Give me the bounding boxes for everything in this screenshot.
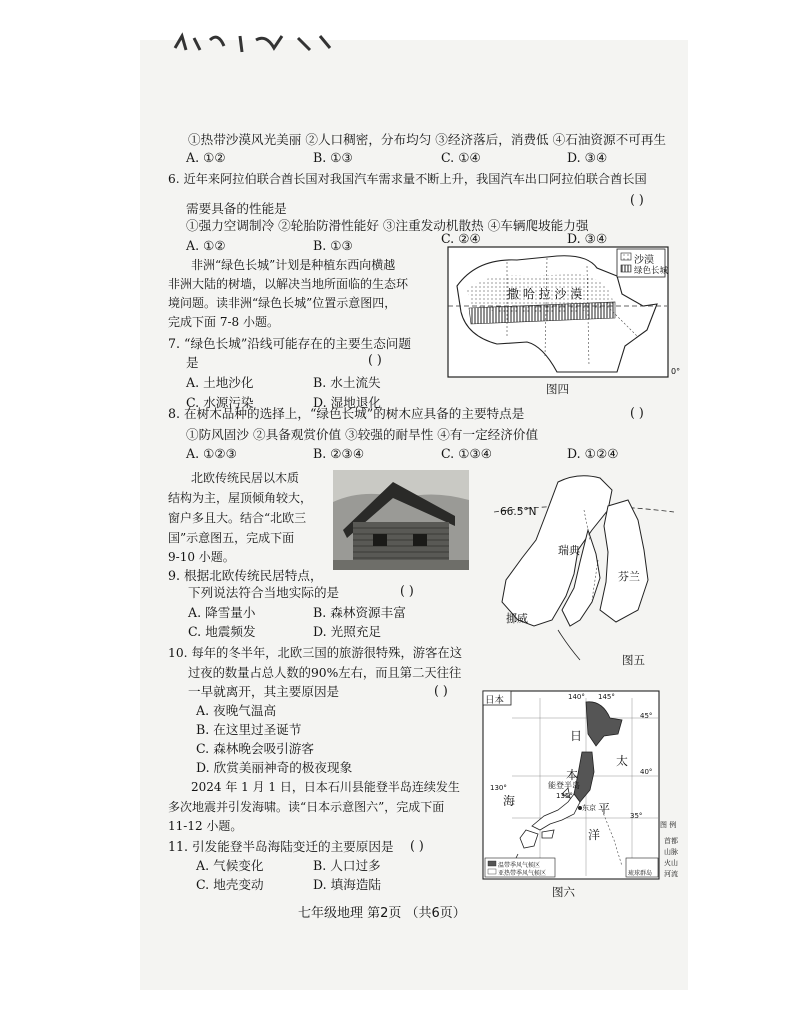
intro-7-8-line2: 非洲大陆的树墙，以解决当地所面临的生态环 <box>168 277 409 291</box>
fig6-legend-monsoon-temperate: 温带季风气候区 <box>498 862 541 869</box>
q9-option-a[interactable]: A. 降雪量小 <box>188 605 256 620</box>
intro-9-10-line2: 结构为主，屋顶倾角较大， <box>168 491 313 505</box>
q6-option-a[interactable]: A. ①② <box>186 238 226 253</box>
fig6-legend-monsoon-subtropical: 亚热带季风气候区 <box>498 870 547 877</box>
q6-stem-line1: 6. 近年来阿拉伯联合酋长国对我国汽车需求量不断上升，我国汽车出口阿拉伯联合酋长国 <box>168 172 647 186</box>
fig4-legend-green-wall: 绿色长城 <box>634 266 669 276</box>
q8-stem: 8. 在树木品种的选择上，“绿色长城”的树木应具备的主要特点是 <box>168 406 525 421</box>
q11-stem: 11. 引发能登半岛海陆变迁的主要原因是 <box>168 839 394 854</box>
q6-statements: ①强力空调制冷 ②轮胎防滑性能好 ③注重发动机散热 ④车辆爬坡能力强 <box>186 218 589 233</box>
q6-stem-line2: 需要具备的性能是 <box>186 201 287 216</box>
q6-option-c[interactable]: C. ②④ <box>441 231 481 246</box>
q9-option-c[interactable]: C. 地震频发 <box>188 624 256 639</box>
intro-9-10-line1: 北欧传统民居以木质 <box>191 471 300 485</box>
page-footer: 七年级地理 第2页 （共6页） <box>298 906 466 921</box>
q7-option-a[interactable]: A. 土地沙化 <box>186 375 254 390</box>
q5-option-b[interactable]: B. ①③ <box>313 150 353 165</box>
q11-option-d[interactable]: D. 填海造陆 <box>313 877 382 892</box>
figure-4-caption: 图四 <box>546 382 569 396</box>
q10-option-c[interactable]: C. 森林晚会吸引游客 <box>196 741 314 756</box>
q9-stem-line2: 下列说法符合当地实际的是 <box>188 585 340 600</box>
q10-stem-line1: 10. 每年的冬半年，北欧三国的旅游很特殊，游客在这 <box>168 646 462 660</box>
fig6-lat-35: 35° <box>630 812 643 820</box>
fig6-label-tai: 太 <box>616 754 629 768</box>
fig6-inset-ryukyu: 琉球群岛 <box>628 870 653 877</box>
fig6-lon-130: 130° <box>490 784 507 792</box>
q7-option-c[interactable]: C. 水源污染 <box>186 395 254 410</box>
fig6-lat-40: 40° <box>640 768 653 776</box>
fig6-legend-river: 河流 <box>664 870 678 878</box>
q6-option-b[interactable]: B. ①③ <box>313 238 353 253</box>
fig6-legend-capital: 首都 <box>664 837 678 845</box>
fig6-label-ping: 平 <box>598 802 611 816</box>
q9-stem-line1: 9. 根据北欧传统民居特点， <box>168 568 323 583</box>
intro-9-10-line4: 国”示意图五，完成下面 <box>168 531 295 545</box>
fig4-sahara-label: 撒 哈 拉 沙 漠 <box>507 287 583 301</box>
fig4-equator-label: 0° <box>671 367 681 376</box>
q7-option-b[interactable]: B. 水土流失 <box>313 375 381 390</box>
fig5-finland-label: 芬兰 <box>618 570 640 583</box>
fig4-legend-desert: 沙漠 <box>634 255 654 266</box>
fig6-tokyo-label: 东京 <box>582 804 596 812</box>
fig6-lat-45: 45° <box>640 712 653 720</box>
fig6-noto-peninsula-label: 能登半岛 <box>548 781 580 790</box>
q5-option-c[interactable]: C. ①④ <box>441 150 481 165</box>
fig6-label-hai: 海 <box>503 794 516 808</box>
q9-option-b[interactable]: B. 森林资源丰富 <box>313 605 406 620</box>
q8-option-c[interactable]: C. ①③④ <box>441 446 493 461</box>
fig6-lon-135: 135° <box>556 792 573 800</box>
fig6-label-ri: 日 <box>570 729 583 743</box>
intro-7-8-line3: 境问题。读非洲“绿色长城”位置示意图四， <box>168 296 397 310</box>
fig6-lon-145: 145° <box>598 693 615 701</box>
fig6-lon-140: 140° <box>568 693 585 701</box>
intro-11-12-line1: 2024 年 1 月 1 日，日本石川县能登半岛连续发生 <box>191 780 460 794</box>
fig6-title: 日本 <box>485 695 505 706</box>
intro-7-8-line1: 非洲“绿色长城”计划是种植东西向横越 <box>191 258 396 272</box>
q9-option-d[interactable]: D. 光照充足 <box>313 624 382 639</box>
intro-9-10-line5: 9-10 小题。 <box>168 550 235 564</box>
q7-option-d[interactable]: D. 湿地退化 <box>313 395 382 410</box>
q10-stem-line2: 过夜的数量占总人数的90%左右，而且第二天往往 <box>188 666 462 680</box>
top-scribble-mark <box>170 30 340 54</box>
nordic-house-photo <box>333 470 469 570</box>
q5-option-a[interactable]: A. ①② <box>186 150 226 165</box>
q8-statements: ①防风固沙 ②具备观赏价值 ③较强的耐旱性 ④有一定经济价值 <box>186 427 539 442</box>
q11-option-b[interactable]: B. 人口过多 <box>313 858 381 873</box>
q10-option-a[interactable]: A. 夜晚气温高 <box>196 703 277 718</box>
q10-option-b[interactable]: B. 在这里过圣诞节 <box>196 722 302 737</box>
fig5-sweden-label: 瑞典 <box>558 544 580 557</box>
q8-option-a[interactable]: A. ①②③ <box>186 446 237 461</box>
fig6-legend-title: 图 例 <box>660 821 677 829</box>
intro-11-12-line2: 多次地震并引发海啸。读“日本示意图六”，完成下面 <box>168 800 445 814</box>
q8-answer-paren[interactable]: ( ) <box>630 405 644 420</box>
fig6-legend-mountain: 山脉 <box>664 848 678 856</box>
intro-7-8-line4: 完成下面 7-8 小题。 <box>168 315 279 329</box>
q9-answer-paren[interactable]: ( ) <box>400 583 414 598</box>
fig5-norway-label: 挪威 <box>506 612 528 625</box>
q7-stem-line1: 7. “绿色长城”沿线可能存在的主要生态问题 <box>168 336 411 351</box>
figure-5-nordic-map <box>488 470 678 670</box>
fig6-label-yang: 洋 <box>588 828 601 842</box>
q10-option-d[interactable]: D. 欣赏美丽神奇的极夜现象 <box>196 760 353 775</box>
q7-answer-paren[interactable]: ( ) <box>368 352 382 367</box>
q6-answer-paren[interactable]: ( ) <box>630 192 644 207</box>
q5-statements: ①热带沙漠风光美丽 ②人口稠密，分布均匀 ③经济落后，消费低 ④石油资源不可再生 <box>188 132 666 147</box>
q6-option-d[interactable]: D. ③④ <box>567 231 608 246</box>
q10-stem-line3: 一早就离开，其主要原因是 <box>188 684 340 699</box>
q11-option-c[interactable]: C. 地壳变动 <box>196 877 264 892</box>
q11-option-a[interactable]: A. 气候变化 <box>196 858 264 873</box>
fig5-arctic-circle-label: 66.5°N <box>500 506 537 518</box>
intro-9-10-line3: 窗户多且大。结合“北欧三 <box>168 511 307 525</box>
fig6-label-ben: 本 <box>566 768 579 782</box>
figure-6-caption: 图六 <box>552 885 575 899</box>
q8-option-b[interactable]: B. ②③④ <box>313 446 365 461</box>
figure-5-caption: 图五 <box>622 653 645 667</box>
fig6-legend-volcano: 火山 <box>664 859 678 867</box>
intro-11-12-line3: 11-12 小题。 <box>168 819 243 833</box>
q7-stem-line2: 是 <box>186 355 199 370</box>
q5-option-d[interactable]: D. ③④ <box>567 150 608 165</box>
q10-answer-paren[interactable]: ( ) <box>434 683 448 698</box>
q11-answer-paren[interactable]: ( ) <box>410 838 424 853</box>
q8-option-d[interactable]: D. ①②④ <box>567 446 619 461</box>
